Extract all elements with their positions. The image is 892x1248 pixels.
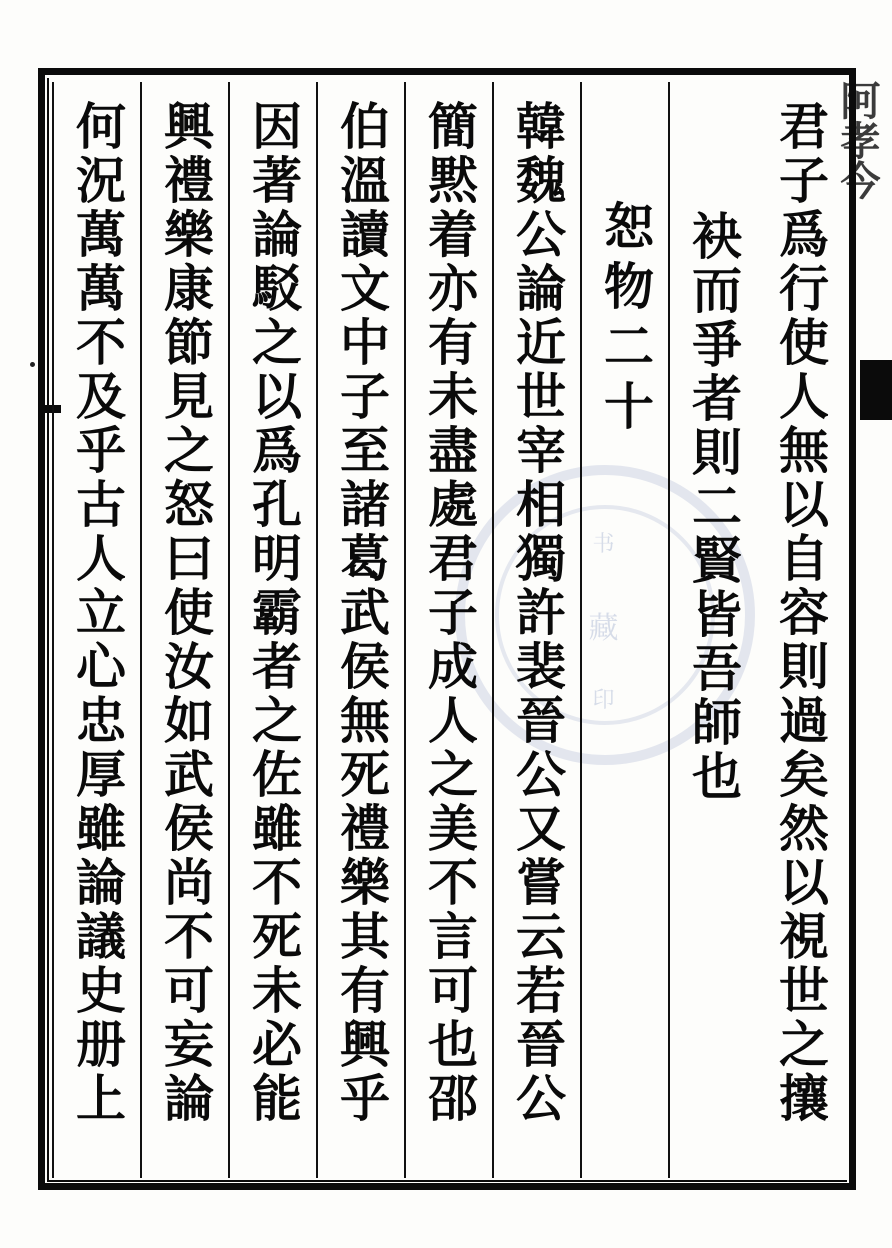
column-text-9: 何況萬萬不及乎古人立心忠厚雖論議史册上 (68, 100, 127, 1126)
column-text-5: 簡黙着亦有未盡處君子成人之美不言可也邵 (420, 100, 479, 1126)
column-text-6: 伯溫讀文中子至諸葛武侯無死禮樂其有興乎 (332, 100, 391, 1126)
column-text-7: 因著論駁之以爲孔明霸者之佐雖不死未必能 (244, 100, 303, 1126)
text-column (404, 82, 492, 1178)
seal-line-1: 书 (592, 532, 618, 557)
text-column-section-heading (580, 82, 668, 1178)
text-columns (52, 82, 844, 1178)
text-column (492, 82, 580, 1178)
seal-line-3: 印 (592, 688, 618, 713)
text-column (228, 82, 316, 1178)
text-column (668, 82, 756, 1178)
column-text-2: 袂而爭者則二賢皆吾師也 (684, 210, 743, 804)
seal-line-2: 藏 (588, 611, 622, 646)
column-text-4: 韓魏公論近世宰相獨許裴晉公又嘗云若晉公 (508, 100, 567, 1126)
text-column (756, 82, 844, 1178)
ink-dot (30, 362, 35, 367)
text-column (52, 82, 140, 1178)
column-text-8: 興禮樂康節見之怒曰使汝如武侯尚不可妄論 (156, 100, 215, 1126)
section-heading: 恕物二十 (596, 200, 655, 440)
column-text-1: 君子爲行使人無以自容則過矣然以視世之攘 (771, 100, 830, 1126)
margin-bleed-text: 阿孝今 (834, 80, 881, 200)
margin-black-mark (860, 360, 892, 420)
text-column (316, 82, 404, 1178)
text-column (140, 82, 228, 1178)
